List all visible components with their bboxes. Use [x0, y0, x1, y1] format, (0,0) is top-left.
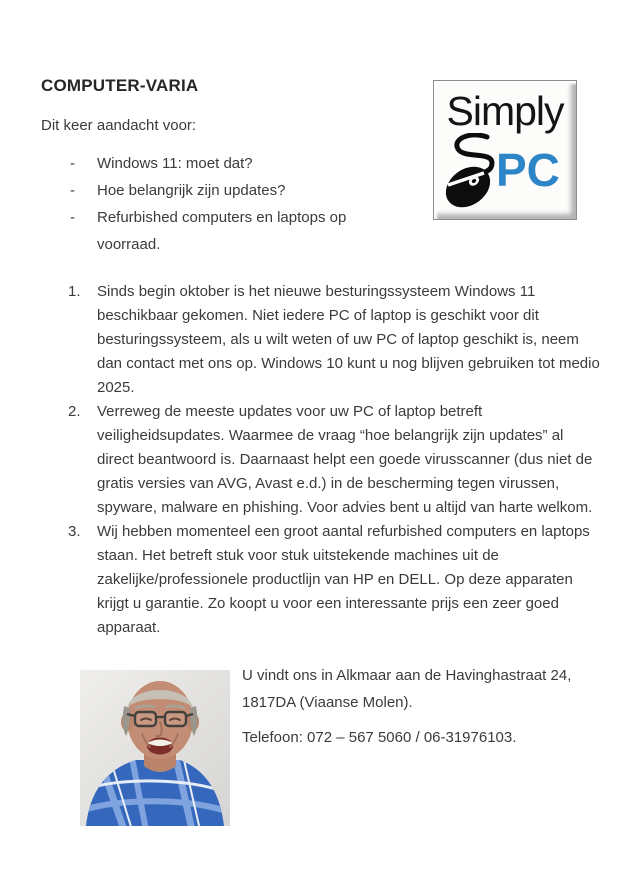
logo-brand-name: Simply: [446, 88, 564, 134]
article-text: Verreweg de meeste updates voor uw PC of laptop betreft veiligheidsupdates. Waarmee de vraag “hoe belangrijk zijn updates” al direct beantwoord is. Daarnaast helpt een goede virusscanner (dus niet de gratis versies van AVG, Avast e.d.) in de bescherming tegen virussen, spyware, malware en phishing. Voor advies bent u altijd van harte welkom.: [97, 403, 593, 516]
topic-label: Windows 11: moet dat?: [97, 155, 253, 172]
page-title: COMPUTER-VARIA: [41, 76, 199, 95]
simply-pc-logo: [433, 80, 577, 220]
article-number: 2.: [68, 403, 81, 420]
owner-photo: [80, 670, 230, 826]
topic-label: Hoe belangrijk zijn updates?: [97, 182, 286, 199]
bullet-dash: -: [70, 155, 75, 172]
article-item: [68, 280, 600, 400]
intro-text: Dit keer aandacht voor:: [41, 117, 197, 134]
topics-list: [70, 150, 382, 258]
topic-item: [70, 177, 382, 204]
article-number: 3.: [68, 523, 81, 540]
contact-block: [242, 662, 588, 751]
portrait-illustration: [80, 670, 230, 826]
article-item: [68, 520, 600, 640]
article-item: [68, 400, 600, 520]
article-text: Wij hebben momenteel een groot aantal refurbished computers en laptops staan. Het betreft stuk voor stuk uitstekende machines uit de zakelijke/professionele productlijn van HP en DELL. Op deze apparaten krijgt u garantie. Zo koopt u voor een interessante prijs een zeer goed apparaat.: [97, 523, 590, 636]
article-text: Sinds begin oktober is het nieuwe besturingssysteem Windows 11 beschikbaar gekomen. Niet iedere PC of laptop is geschikt voor dit besturingssysteem, als u wilt weten of uw PC of laptop geschikt is, neem dan contact met ons op. Windows 10 kunt u nog blijven gebruiken tot medio 2025.: [97, 283, 600, 396]
topic-label: Refurbished computers en laptops op voorraad.: [97, 209, 347, 253]
bullet-dash: -: [70, 209, 75, 226]
topic-item: [70, 150, 382, 177]
article-number: 1.: [68, 283, 81, 300]
bullet-dash: -: [70, 182, 75, 199]
articles-list: [68, 280, 600, 640]
contact-address: U vindt ons in Alkmaar aan de Havinghastraat 24, 1817DA (Viaanse Molen).: [242, 667, 572, 711]
topic-item: [70, 204, 382, 258]
contact-phone: Telefoon: 072 – 567 5060 / 06-31976103.: [242, 729, 517, 746]
logo-brand-pc: PC: [496, 144, 560, 196]
